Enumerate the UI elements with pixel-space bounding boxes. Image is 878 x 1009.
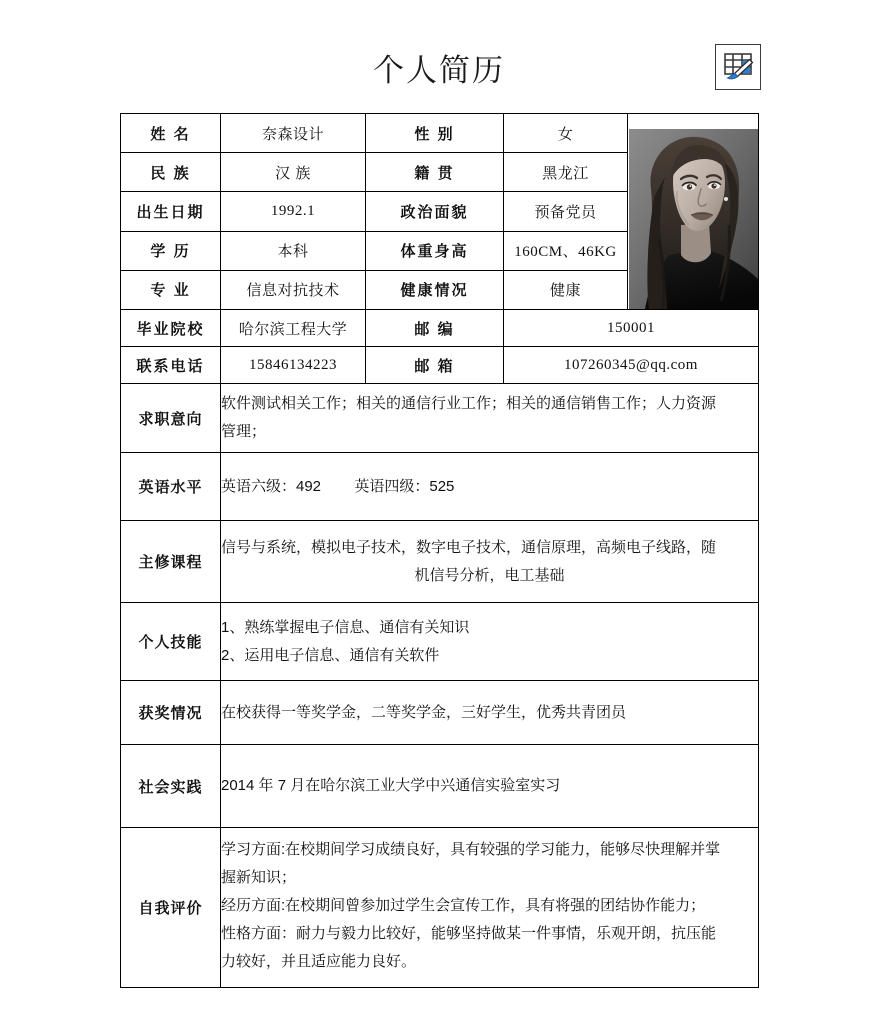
field-label-health: 健康情况: [366, 270, 504, 309]
field-value-major: 信息对抗技术: [221, 270, 366, 309]
section-label-awards: 获奖情况: [121, 681, 221, 745]
section-label-main-courses: 主修课程: [121, 521, 221, 603]
section-label-english-level: 英语水平: [121, 453, 221, 521]
section-line: 2014 年 7 月在哈尔滨工业大学中兴通信实验室实习: [221, 777, 561, 794]
resume-table: [120, 113, 759, 988]
table-row: [121, 310, 759, 347]
field-label-school: 毕业院校: [121, 310, 221, 347]
section-line: 性格方面：耐力与毅力比较好，能够坚持做某一件事情，乐观开朗，抗压能: [221, 925, 717, 942]
section-line: 信号与系统，模拟电子技术，数字电子技术，通信原理，高频电子线路，随: [221, 538, 717, 556]
table-brush-icon: [715, 44, 761, 90]
section-body-personal-skills: [221, 603, 759, 681]
field-label-ethnicity: 民 族: [121, 153, 221, 192]
section-row-personal-skills: [121, 603, 759, 681]
section-body-social-practice: [221, 745, 759, 828]
field-value-education: 本科: [221, 231, 366, 270]
field-value-email: 107260345@qq.com: [504, 347, 759, 384]
section-line: 管理；: [221, 423, 267, 440]
section-line: 机信号分析，电工基础: [414, 566, 565, 584]
section-body-main-courses: [221, 521, 759, 603]
section-row-english-level: [121, 453, 759, 521]
field-value-phone: 15846134223: [221, 347, 366, 384]
section-line: 力较好，并且适应能力良好。: [221, 953, 417, 970]
section-line: 2、运用电子信息、通信有关软件: [221, 646, 440, 664]
section-row-awards: [121, 681, 759, 745]
portrait-image: [629, 129, 758, 309]
page-title: 个人简历: [373, 53, 505, 88]
section-row-main-courses: [121, 521, 759, 603]
section-row-job-objective: [121, 384, 759, 453]
field-value-school: 哈尔滨工程大学: [221, 310, 366, 347]
field-label-email: 邮 箱: [366, 347, 504, 384]
field-label-name: 姓 名: [121, 114, 221, 153]
field-label-major: 专 业: [121, 270, 221, 309]
field-label-phone: 联系电话: [121, 347, 221, 384]
field-value-name: 奈森设计: [221, 114, 366, 153]
section-row-self-evaluation: [121, 828, 759, 988]
section-label-social-practice: 社会实践: [121, 745, 221, 828]
field-value-birthdate: 1992.1: [221, 192, 366, 231]
field-label-education: 学 历: [121, 231, 221, 270]
avatar: [629, 129, 758, 309]
field-value-postcode: 150001: [504, 310, 759, 347]
section-label-job-objective: 求职意向: [121, 384, 221, 453]
field-value-health: 健康: [504, 270, 628, 309]
field-label-birthdate: 出生日期: [121, 192, 221, 231]
section-line: 1、熟练掌握电子信息、通信有关知识: [221, 618, 470, 636]
table-brush-icon-glyph: [716, 45, 760, 89]
field-value-height-weight: 160CM、46KG: [504, 231, 628, 270]
section-line: 在校获得一等奖学金，二等奖学金，三好学生，优秀共青团员: [221, 703, 627, 721]
section-line: 学习方面:在校期间学习成绩良好，具有较强的学习能力，能够尽快理解并掌: [221, 841, 721, 858]
section-line: 经历方面:在校期间曾参加过学生会宣传工作，具有将强的团结协作能力；: [221, 897, 706, 914]
section-line: 英语六级：492 英语四级：525: [221, 477, 455, 495]
section-body-awards: [221, 681, 759, 745]
section-label-personal-skills: 个人技能: [121, 603, 221, 681]
table-row: [121, 347, 759, 384]
field-label-postcode: 邮 编: [366, 310, 504, 347]
field-label-hometown: 籍 贯: [366, 153, 504, 192]
section-body-english-level: [221, 453, 759, 521]
section-body-job-objective: [221, 384, 759, 453]
field-label-height-weight: 体重身高: [366, 231, 504, 270]
field-label-gender: 性 别: [366, 114, 504, 153]
section-label-self-evaluation: 自我评价: [121, 828, 221, 988]
field-value-gender: 女: [504, 114, 628, 153]
field-value-ethnicity: 汉 族: [221, 153, 366, 192]
field-label-political-status: 政治面貌: [366, 192, 504, 231]
photo-cell: [628, 114, 759, 310]
field-value-political-status: 预备党员: [504, 192, 628, 231]
section-line: 握新知识；: [221, 869, 297, 886]
section-line: 软件测试相关工作；相关的通信行业工作；相关的通信销售工作；人力资源: [221, 395, 717, 412]
section-body-self-evaluation: [221, 828, 759, 988]
table-row: [121, 114, 759, 153]
section-row-social-practice: [121, 745, 759, 828]
field-value-hometown: 黑龙江: [504, 153, 628, 192]
